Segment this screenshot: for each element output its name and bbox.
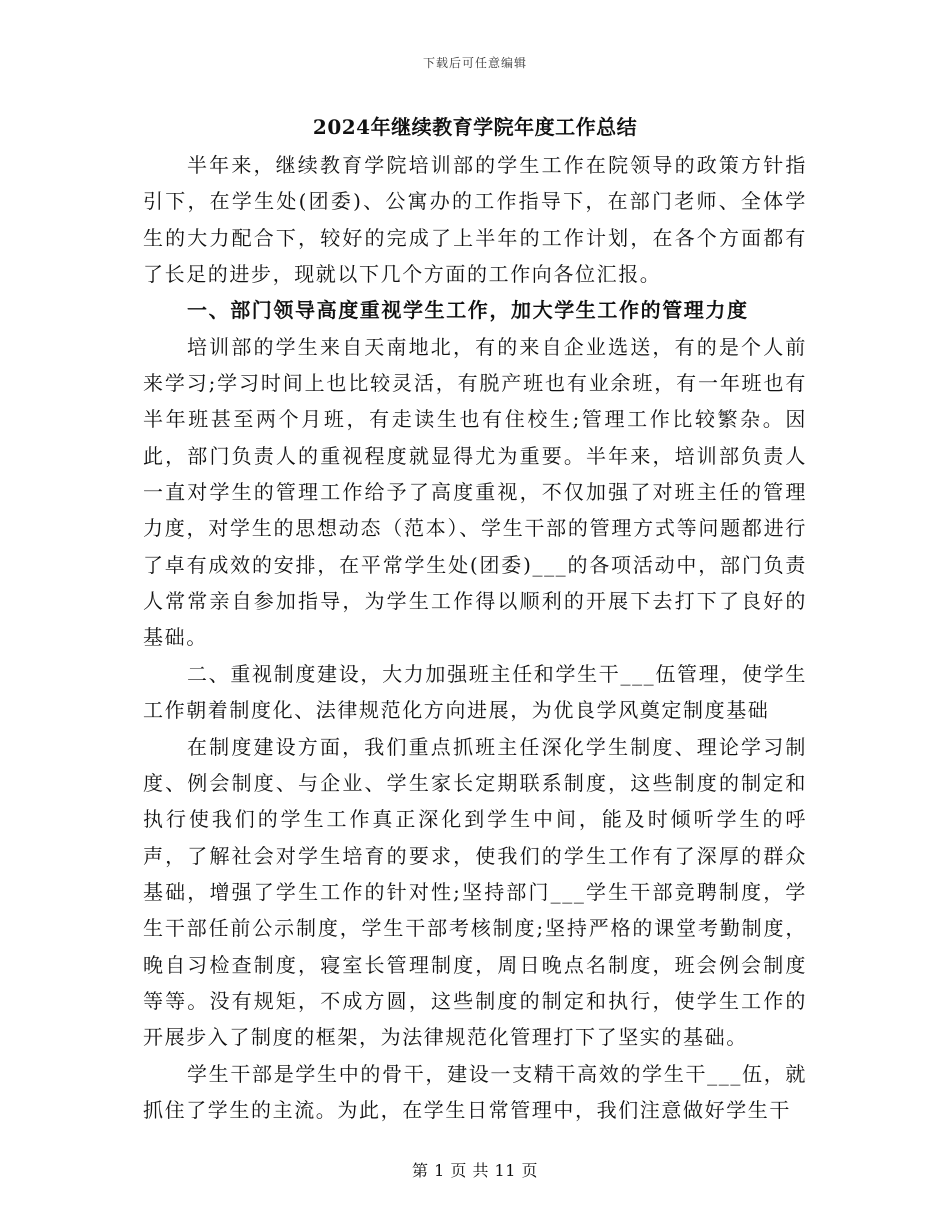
paragraph-intro: 半年来，继续教育学院培训部的学生工作在院领导的政策方针指引下，在学生处(团委)、公寓办的工作指导下，在部门老师、全体学生的大力配合下，较好的完成了上半年的工作计划，在各个方面都有了长足的进步，现就以下几个方面的工作向各位汇报。 [143,153,807,287]
section-heading-2: 二、重视制度建设，大力加强班主任和学生干___伍管理，使学生工作朝着制度化、法律规范化方向进展，为优良学风奠定制度基础 [143,661,807,723]
document-title: 2024年继续教育学院年度工作总结 [312,115,638,139]
section-heading-1: 一、部门领导高度重视学生工作，加大学生工作的管理力度 [187,298,749,323]
page-number-footer: 第 1 页 共 11 页 [412,1161,538,1180]
paragraph-section-1: 培训部的学生来自天南地北，有的来自企业选送，有的是个人前来学习;学习时间上也比较灵活，有脱产班也有业余班，有一年班也有半年班甚至两个月班，有走读生也有住校生;管理工作比较繁杂。因此，部门负责人的重视程度就显得尤为重要。半年来，培训部负责人一直对学生的管理工作给予了高度重视，不仅加强了对班主任的管理力度，对学生的思想动态（范本）、学生干部的管理方式等问题都进行了卓有成效的安排，在平常学生处(团委)___的各项活动中，部门负责人常常亲自参加指导，为学生工作得以顺利的开展下去打下了良好的基础。 [143,334,807,650]
header-note: 下载后可任意编辑 [422,56,527,70]
document-body [143,147,807,1128]
paragraph-student-cadres: 学生干部是学生中的骨干，建设一支精干高效的学生干___伍，就抓住了学生的主流。为此，在学生日常管理中，我们注意做好学生干 [143,1061,807,1122]
paragraph-section-2: 在制度建设方面，我们重点抓班主任深化学生制度、理论学习制度、例会制度、与企业、学生家长定期联系制度，这些制度的制定和执行使我们的学生工作真正深化到学生中间，能及时倾听学生的呼声，了解社会对学生培育的要求，使我们的学生工作有了深厚的群众基础，增强了学生工作的针对性;坚持部门___学生干部竞聘制度，学生干部任前公示制度，学生干部考核制度;坚持严格的课堂考勤制度，晚自习检查制度，寝室长管理制度，周日晚点名制度，班会例会制度等等。没有规矩，不成方圆，这些制度的制定和执行，使学生工作的开展步入了制度的框架，为法律规范化管理打下了坚实的基础。 [143,734,807,1050]
